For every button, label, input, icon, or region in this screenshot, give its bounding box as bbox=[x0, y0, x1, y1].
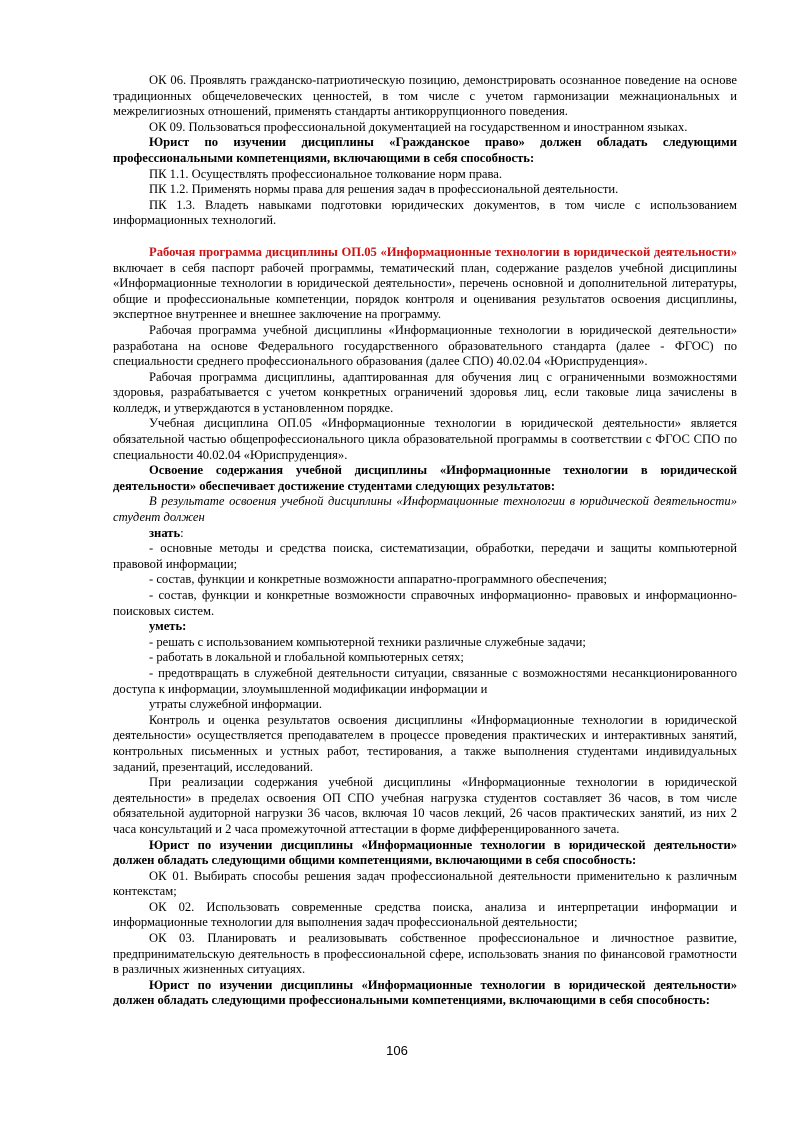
page-number: 106 bbox=[386, 1043, 408, 1058]
heading-professional-competencies: Юрист по изучении дисциплины «Информационные технологии в юридической деятельности» должен обладать следующими профессиональными компетенциями, включающими в себя способность: bbox=[113, 977, 737, 1008]
program-title-highlight: Рабочая программа дисциплины ОП.05 «Информационные технологии в юридической деятельности» bbox=[149, 244, 737, 259]
paragraph-ok03: ОК 03. Планировать и реализовывать собственное профессиональное и личностное развитие, предпринимательскую деятельность в профессиональной сфере, использовать знания по финансовой грамотности в различных жизненных ситуациях. bbox=[113, 931, 737, 977]
paragraph-pk13: ПК 1.3. Владеть навыками подготовки юридических документов, в том числе с использованием информационных технологий. bbox=[113, 197, 737, 228]
list-item-knowledge: - основные методы и средства поиска, систематизации, обработки, передачи и защиты компьютерной правовой информации; bbox=[113, 541, 737, 571]
paragraph-workload: При реализации содержания учебной дисциплины «Информационные технологии в юридической деятельности» в пределах освоения ОП СПО учебная нагрузка студентов составляет 36 часов, в том числе обязательной аудиторной нагрузки 36 часов, включая 10 часов лекций, 26 часов практических занятий, из них 2 часа консультаций и 2 часа промежуточной аттестации в форме дифференцированного зачета. bbox=[113, 775, 737, 836]
list-item-skill: - предотвращать в служебной деятельности ситуации, связанные с возможностями несанкционированного доступа к информации, злоумышленной модификации информации и bbox=[113, 665, 737, 696]
paragraph-control: Контроль и оценка результатов освоения дисциплины «Информационные технологии в юридической деятельности» осуществляется преподавателем в процессе проведения практических и интерактивных занятий, контрольных письменных и устных работ, тестирования, а также выполнения студентами индивидуальных заданий, презентаций, исследований. bbox=[113, 712, 737, 774]
heading-results: Освоение содержания учебной дисциплины «Информационные технологии в юридической деятельности» обеспечивает достижение студентами следующих результатов: bbox=[113, 463, 737, 493]
list-item-skill: - решать с использованием компьютерной техники различные служебные задачи; bbox=[149, 634, 586, 649]
paragraph-ok02: ОК 02. Использовать современные средства поиска, анализа и интерпретации информации и информационные технологии для выполнения задач профессиональной деятельности; bbox=[113, 899, 737, 930]
paragraph-pk11: ПК 1.1. Осуществлять профессиональное толкование норм права. bbox=[149, 166, 502, 181]
paragraph-program-intro bbox=[113, 245, 737, 323]
paragraph-ok01: ОК 01. Выбирать способы решения задач профессиональной деятельности применительно к различным контекстам; bbox=[113, 868, 737, 899]
knowledge-label-colon: : bbox=[180, 525, 184, 540]
list-item-skill: - работать в локальной и глобальной компьютерных сетях; bbox=[149, 650, 464, 665]
heading-general-competencies: Юрист по изучении дисциплины «Информационные технологии в юридической деятельности» должен обладать следующими общими компетенциями, включающими в себя способность: bbox=[113, 837, 737, 868]
paragraph-adapted-program: Рабочая программа дисциплины, адаптированная для обучения лиц с ограниченными возможностями здоровья, разрабатывается с учетом конкретных ограничений здоровья лиц, если таковые лица зачислены в колледж, и утверждаются в установленном порядке. bbox=[113, 369, 737, 415]
paragraph-discipline-status: Учебная дисциплина ОП.05 «Информационные технологии в юридической деятельности» является обязательной частью общепрофессионального цикла образовательной программы в соответствии с ФГОС СПО по специальности 40.02.04 «Юриспруденция». bbox=[113, 416, 737, 462]
paragraph-fgos: Рабочая программа учебной дисциплины «Информационные технологии в юридической деятельности» разработана на основе Федерального государственного образовательного стандарта (далее - ФГОС) по специальности среднего профессионального образования (далее СПО) 40.02.04 «Юриспруденция». bbox=[113, 322, 737, 369]
spacer bbox=[113, 229, 737, 245]
skills-label: уметь: bbox=[149, 619, 187, 634]
heading-civil-law-competencies: Юрист по изучении дисциплины «Гражданское право» должен обладать следующими профессиональными компетенциями, включающими в себя способность: bbox=[113, 135, 737, 165]
paragraph-student-must: В результате освоения учебной дисциплины «Информационные технологии в юридической деятельности» студент должен bbox=[113, 494, 737, 525]
program-intro-text: включает в себя паспорт рабочей программы, тематический план, содержание разделов учебной дисциплины «Информационные технологии в юридической деятельности», перечень основной и дополнительной литературы, общие и профессиональные компетенции, порядок контроля и оценивания результатов освоения дисциплины, экспертное внутреннее и внешнее заключение на программу. bbox=[113, 260, 737, 322]
list-item-knowledge: - состав, функции и конкретные возможности аппаратно-программного обеспечения; bbox=[149, 572, 607, 587]
knowledge-label-line bbox=[113, 526, 737, 542]
list-item-knowledge: - состав, функции и конкретные возможности справочных информационно- правовых и информационно-поисковых систем. bbox=[113, 588, 737, 618]
paragraph-ok09: ОК 09. Пользоваться профессиональной документацией на государственном и иностранном языках. bbox=[149, 119, 688, 134]
paragraph-pk12: ПК 1.2. Применять нормы права для решения задач в профессиональной деятельности. bbox=[149, 182, 619, 197]
knowledge-label: знать bbox=[149, 525, 181, 540]
list-item-skill: утраты служебной информации. bbox=[149, 697, 322, 712]
paragraph-ok06: ОК 06. Проявлять гражданско-патриотическую позицию, демонстрировать осознанное поведение на основе традиционных общечеловеческих ценностей, в том числе с учетом гармонизации межнациональных и межрелигиозных отношений, применять стандарты антикоррупционного поведения. bbox=[113, 73, 737, 119]
